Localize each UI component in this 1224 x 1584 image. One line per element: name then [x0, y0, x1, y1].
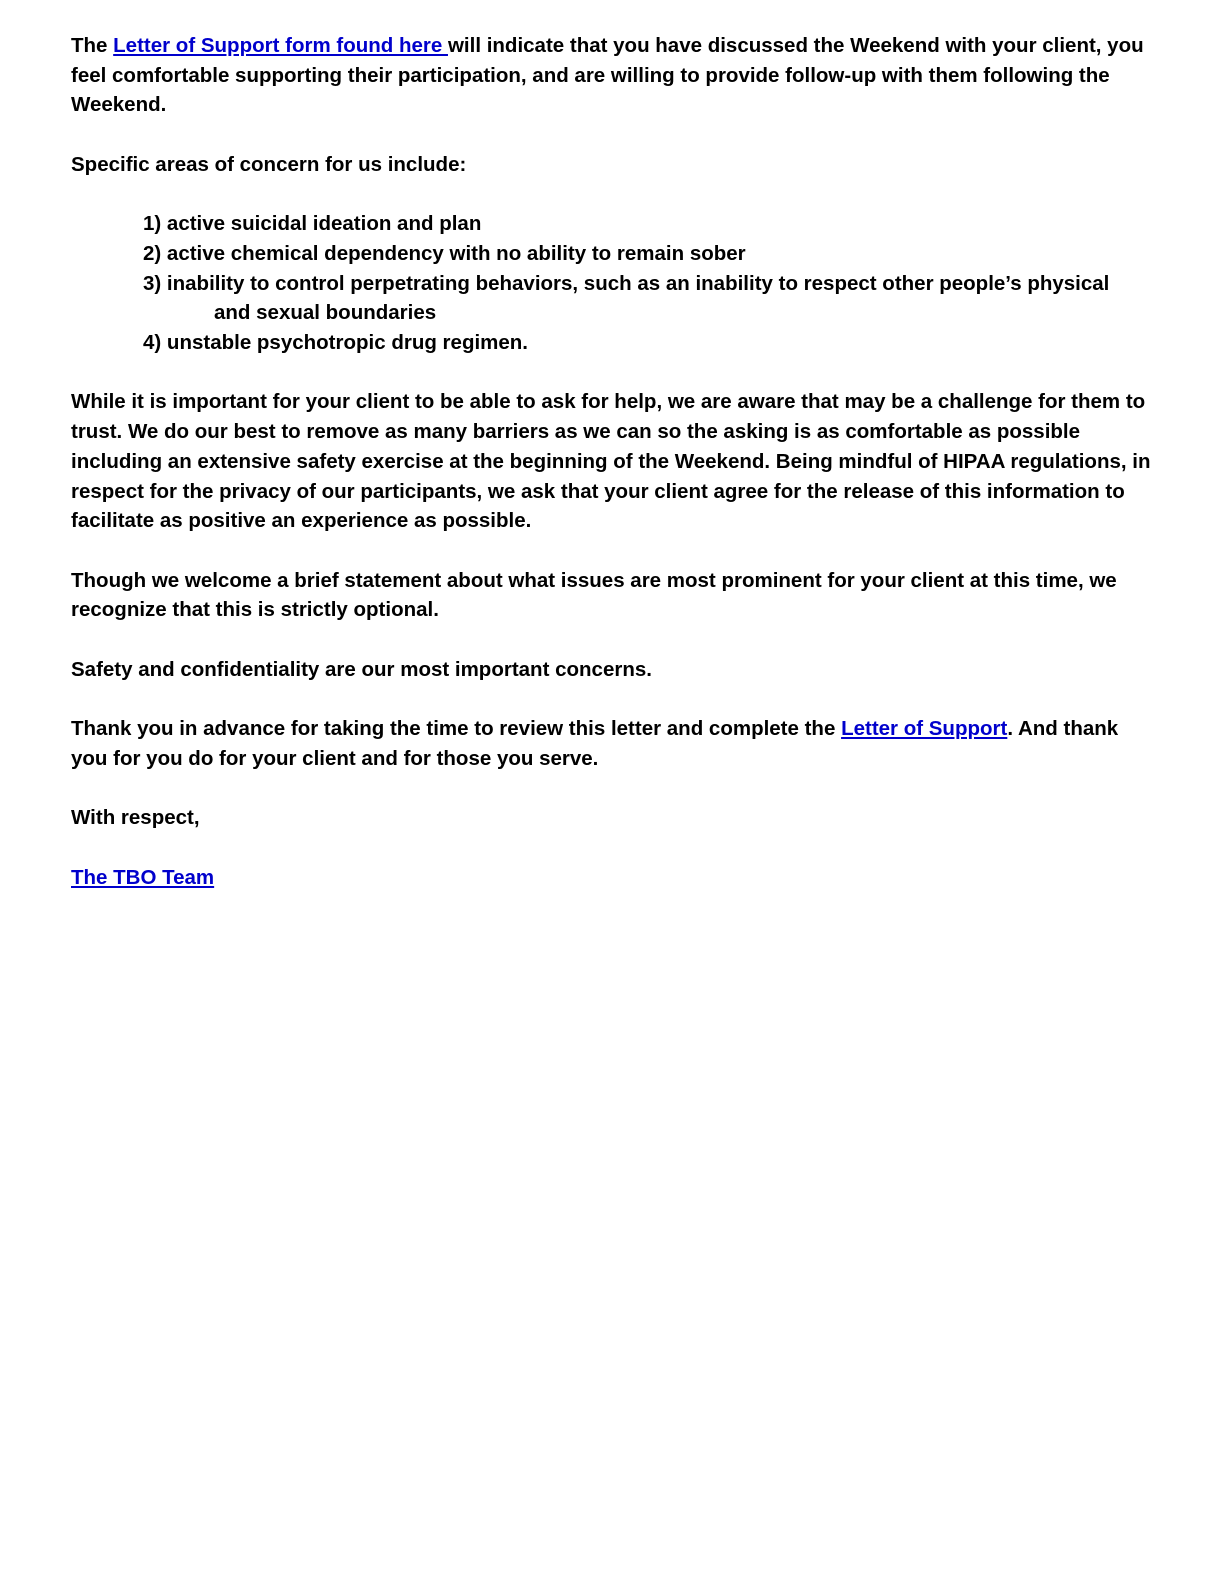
- optional-paragraph: Though we welcome a brief statement about what issues are most prominent for your client at this time, we recognize that this is strictly optional.: [71, 568, 1117, 622]
- intro-prefix: The: [71, 34, 114, 57]
- thanks-text: . And thank you for you do for your client and for those you serve.: [71, 717, 1119, 770]
- thanks-paragraph: [71, 714, 1151, 773]
- tbo-team-link[interactable]: The TBO Team: [71, 865, 215, 889]
- signature: [71, 863, 1151, 893]
- intro-text: will indicate that you have discussed the Weekend with your client, you feel comfortable supporting their participation, and are willing to provide follow-up with them following the Weekend.: [71, 34, 1144, 117]
- thanks-prefix: Thank you in advance for taking the time to review this letter and complete the: [71, 717, 842, 741]
- concern-item-4: 4) unstable psychotropic drug regimen.: [143, 331, 529, 354]
- concerns-list: [143, 209, 1151, 358]
- help-paragraph: While it is important for your client to be able to ask for help, we are aware that may be a challenge for them to trust. We do our best to remove as many barriers as we can so the asking is as comfortable as possible including an extensive safety exercise at the beginning of the Weekend. Being mindful of HIPAA regulations, in respect for the privacy of our participants, we ask that your client agree for the release of this information to facilitate as positive an experience as possible.: [71, 390, 1151, 533]
- concern-item-3-text: 3) inability to control perpetrating behaviors, such as an inability to respect other people’s physical: [143, 271, 1110, 295]
- concern-item-3: [143, 269, 1151, 328]
- safety-paragraph: Safety and confidentiality are our most important concerns.: [71, 657, 652, 681]
- letter-of-support-link[interactable]: Letter of Support: [841, 717, 1008, 741]
- intro-paragraph: [71, 31, 1151, 120]
- concern-item-2: 2) active chemical dependency with no ability to remain sober: [143, 241, 746, 265]
- closing: With respect,: [71, 806, 200, 830]
- letter-of-support-form-link[interactable]: Letter of Support form found here: [113, 34, 448, 57]
- letter-body: [71, 31, 1151, 922]
- concern-item-1: 1) active suicidal ideation and plan: [143, 212, 482, 236]
- concerns-intro: Specific areas of concern for us include:: [71, 152, 467, 176]
- concern-item-3-continuation: and sexual boundaries: [214, 301, 437, 325]
